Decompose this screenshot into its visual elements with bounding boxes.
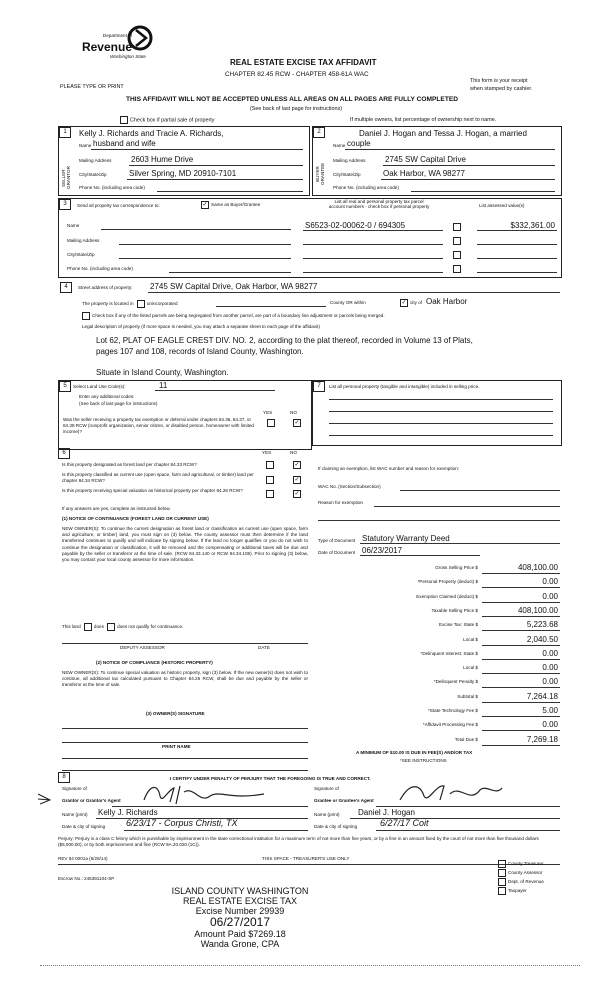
- land-does-checkbox[interactable]: [84, 623, 92, 631]
- grantee-print-name: Daniel J. Hogan: [358, 808, 415, 817]
- stamp-line-1: ISLAND COUNTY WASHINGTON: [171, 886, 309, 896]
- if-yes-note: If any answers are yes, complete as instructed below.: [62, 506, 171, 511]
- stamp-line-6: Wanda Grone, CPA: [200, 939, 280, 949]
- form-title: REAL ESTATE EXCISE TAX AFFIDAVIT: [230, 58, 377, 67]
- section-2-number: 2: [313, 127, 325, 138]
- tax-row-value: 408,100.00: [517, 563, 558, 572]
- copy-county-assessor: [496, 869, 542, 877]
- buyer-name-label: Name: [333, 143, 346, 148]
- tax-row-label: Subtotal $: [457, 694, 478, 699]
- city-of-label: city of: [410, 300, 422, 305]
- see-instructions: *SEE INSTRUCTIONS: [400, 758, 447, 763]
- tax-row-line: [482, 659, 560, 660]
- revenue-logo: [62, 18, 158, 66]
- escrow-number: Escrow No.: 245391104-SP: [58, 876, 115, 881]
- county-label: County OR within: [330, 300, 366, 305]
- tax-row-line: [482, 645, 560, 646]
- notice-1-text: NEW OWNER(S): To continue the current designation as forest land or classification as current use (open space, farm and agriculture, or timber) land, you must sign on (3) below. The county assessor must then determine if the land transferred continues to qualify and will indicate by signing below. If the land no longer qualifies or you do not wish to continue the designation or classification, it will be removed and the compensating or additional taxes will be due and payable by the seller or transferor at the time of sale. (RCW 84.33.140 or RCW 84.34.108). Prior to signing (3) below, you may contact your local county assessor for more information.: [62, 526, 308, 563]
- dept-revenue: Revenue: [81, 40, 132, 54]
- buyer-side-label: BUYER GRANTEE: [315, 162, 325, 186]
- sec6-q2-yes[interactable]: [266, 476, 274, 484]
- dept-revenue-checkbox[interactable]: [498, 878, 506, 886]
- tax-row-line: [482, 702, 560, 703]
- treasurer-use-label: THIS SPACE - TREASURER'S USE ONLY: [262, 856, 350, 861]
- grantor-date-city: 6/23/17 - Corpus Christi, TX: [126, 818, 238, 828]
- legal-line-1: Lot 62, PLAT OF EAGLE CREST DIV. NO. 2, according to the plat thereof, recorded in Volume 13 of Plats,: [96, 336, 473, 345]
- tax-row-line: [482, 630, 560, 631]
- notice-2-heading: (2) NOTICE OF COMPLIANCE (HISTORIC PROPERTY): [96, 660, 213, 665]
- copy-county-treasurer: [496, 860, 544, 868]
- buyer-mail: 2745 SW Capital Drive: [385, 155, 466, 164]
- city-of-name: Oak Harbor: [426, 297, 468, 306]
- tax-row-line: [482, 687, 560, 688]
- doc-date-label: Date of Document: [318, 550, 356, 555]
- taxpayer-label: Taxpayer: [508, 888, 527, 894]
- qualify-row: [62, 623, 183, 631]
- section-1-number: 1: [59, 127, 71, 138]
- seller-city-label: City/State/Zip: [79, 172, 107, 177]
- seller-mail-label: Mailing Address: [79, 158, 112, 163]
- tax-row-line: [482, 745, 560, 746]
- legal-line-2: pages 107 and 108, records of Island County, Washington.: [96, 347, 304, 356]
- buyer-phone-label: Phone No. (including area code): [333, 185, 399, 190]
- tax-row-label: *State Technology Fee $: [428, 708, 478, 713]
- county-assessor-checkbox[interactable]: [498, 869, 506, 877]
- partial-sale-row: [118, 116, 215, 124]
- reason-label: Reason for exemption: [318, 500, 363, 505]
- tax-row-line: [482, 587, 560, 588]
- see-back: (See back of last page for instructions): [250, 106, 342, 112]
- county-treasurer-checkbox[interactable]: [498, 860, 506, 868]
- buyer-city-label: City/State/Zip: [333, 172, 361, 177]
- tax-row-line: [482, 730, 560, 731]
- tax-row-value: 5.00: [542, 706, 558, 715]
- sec6-question-3: Is this property receiving special valuation as historical property per chapter 84.26 RCW?: [62, 488, 243, 493]
- notice-1-heading: (1) NOTICE OF CONTINUANCE (FOREST LAND OR CURRENT USE): [62, 516, 209, 521]
- receipt-note-1: This form is your receipt: [470, 78, 528, 84]
- unincorporated-checkbox[interactable]: [137, 300, 145, 308]
- land-use-code: 11: [159, 381, 168, 390]
- sec6-q3-yes[interactable]: [266, 490, 274, 498]
- section-4-number: 4: [60, 282, 72, 293]
- bottom-edge: [40, 965, 580, 966]
- seller-name-label: Name: [79, 143, 92, 148]
- section-7-number: 7: [313, 381, 325, 392]
- tax-row-label: *Delinquent Interest: State $: [420, 651, 478, 656]
- buyer-name-2: couple: [347, 139, 371, 148]
- form-revision: REV 84 0001a (6/26/14): [58, 856, 108, 861]
- claiming-label: If claiming an exemption, list WAC number and reason for exemption:: [318, 466, 460, 471]
- wac-label: WAC No. (Section/Subsection): [318, 484, 381, 489]
- seller-phone-label: Phone No. (including area code): [79, 185, 145, 190]
- grantor-signature: [140, 782, 270, 806]
- sec5-q1-no[interactable]: ✓: [294, 420, 300, 426]
- tax-row-label: Total Due $: [454, 737, 478, 742]
- section-6-number: 6: [58, 448, 70, 459]
- sec6-q1-yes[interactable]: [266, 461, 274, 469]
- stamp-line-2: REAL ESTATE EXCISE TAX: [182, 896, 298, 906]
- personal-property-checkbox-2[interactable]: [453, 237, 461, 245]
- grantor-print-name: Kelly J. Richards: [98, 808, 158, 817]
- personal-property-checkbox-3[interactable]: [453, 251, 461, 259]
- section-8-number: 8: [58, 772, 70, 783]
- tax-row-value: 0.00: [542, 577, 558, 586]
- tax-row-value: 0.00: [542, 592, 558, 601]
- deputy-date-label: DATE: [258, 645, 270, 650]
- land-use-section: [58, 380, 312, 450]
- parcel-header: [299, 199, 459, 209]
- grantor-agent-label: Grantor or Grantor's Agent: [62, 798, 121, 803]
- receipt-note-2: when stamped by cashier.: [470, 86, 533, 92]
- form-chapter: CHAPTER 82.45 RCW - CHAPTER 458-61A WAC: [225, 71, 369, 78]
- grantee-date-city: 6/27/17 Coit: [380, 818, 429, 828]
- warning: THIS AFFIDAVIT WILL NOT BE ACCEPTED UNLESS ALL AREAS ON ALL PAGES ARE FULLY COMPLETED: [126, 96, 459, 103]
- land-does-label: does: [93, 624, 104, 630]
- buyer-city: Oak Harbor, WA 98277: [383, 169, 465, 178]
- tax-row-value: 7,264.18: [526, 692, 558, 701]
- city-of-checkbox[interactable]: ✓: [401, 300, 407, 306]
- dept-revenue-label: Dept. of Revenue: [508, 879, 544, 885]
- land-use-label: Select Land Use Code(s):: [73, 384, 126, 389]
- tax-row-line: [482, 716, 560, 717]
- sec3-name-label: Name: [67, 223, 80, 228]
- same-as-buyer-checkbox[interactable]: ✓: [202, 202, 208, 208]
- tax-row-value: 2,040.50: [526, 635, 558, 644]
- parcel-header-1: List all real and personal property tax parcel: [334, 199, 424, 204]
- sec6-yes-header: YES: [262, 450, 272, 455]
- unincorporated-label: unincorporated: [146, 301, 178, 307]
- sec5-q1-yes[interactable]: [267, 419, 275, 427]
- print-name-label: PRINT NAME: [162, 744, 191, 749]
- land-does-not-label: does not qualify for continuance.: [117, 624, 184, 630]
- additional-see-back: (See back of last page for instructions): [79, 401, 158, 406]
- seller-mail: 2603 Hume Drive: [131, 155, 194, 164]
- tax-row-value: 0.00: [542, 677, 558, 686]
- doc-type: Statutory Warranty Deed: [362, 534, 450, 543]
- segregated-label: Check box if any of the listed parcels are being segregated from another parcel, are part of a boundary line adjustment or parcels being merged.: [92, 313, 385, 319]
- county-assessor-label: County Assessor: [508, 870, 543, 876]
- land-does-not-checkbox[interactable]: [107, 623, 115, 631]
- located-label: The property is located in: [82, 301, 134, 307]
- owner-signature-label: (3) OWNER(S) SIGNATURE: [146, 711, 205, 716]
- sec5-no-header: NO: [290, 410, 297, 415]
- tax-row-value: 7,269.18: [526, 735, 558, 744]
- tax-row-label: Local $: [463, 637, 478, 642]
- tax-row-label: Local $: [463, 665, 478, 670]
- section-3-number: 3: [59, 199, 71, 210]
- same-as-buyer-row: [199, 201, 260, 209]
- copy-dept-revenue: [496, 878, 544, 886]
- tax-row-value: 5,223.68: [526, 620, 558, 629]
- street-label: Street address of property:: [78, 285, 133, 290]
- sec3-city-label: City/State/Zip: [67, 252, 95, 257]
- legal-line-3: Situate in Island County, Washington.: [96, 368, 229, 377]
- property-street: 2745 SW Capital Drive, Oak Harbor, WA 98277: [150, 282, 318, 291]
- minimum-due-note: A MINIMUM OF $10.00 IS DUE IN FEE(S) AND/OR TAX: [356, 750, 473, 755]
- located-row: [82, 300, 178, 308]
- tax-row-line: [482, 616, 560, 617]
- buyer-name: Daniel J. Hogan and Tessa J. Hogan, a married: [359, 129, 527, 138]
- taxpayer-checkbox[interactable]: [498, 887, 506, 895]
- copy-taxpayer: [496, 887, 527, 895]
- multiple-owners: If multiple owners, list percentage of ownership next to name.: [350, 117, 497, 123]
- tax-row-value: 0.00: [542, 720, 558, 729]
- tax-row-label: *Affidavit Processing Fee $: [422, 722, 478, 727]
- doc-date: 06/23/2017: [362, 546, 403, 555]
- partial-sale-label: Check box if partial sale of property: [130, 117, 215, 124]
- seller-name-2: husband and wife: [93, 139, 156, 148]
- parcel-header-2: account numbers - check box if personal property: [328, 204, 430, 209]
- legal-label: Legal description of property (if more space is needed, you may attach a separate sheet to each page of the affidavit): [82, 324, 320, 329]
- grantor-date-label: Date & city of signing: [62, 824, 106, 829]
- certify-statement: I CERTIFY UNDER PENALTY OF PERJURY THAT THE FOREGOING IS TRUE AND CORRECT.: [170, 776, 371, 781]
- assessed-value: $332,361.00: [510, 221, 555, 230]
- grantee-name-label: Name (print): [314, 812, 340, 817]
- correspondence-section: [58, 198, 562, 278]
- stamp-line-5: Amount Paid $7269.18: [194, 929, 286, 939]
- personal-property-checkbox-4[interactable]: [453, 265, 461, 273]
- dept-of: Department of: [102, 33, 132, 38]
- tax-row-line: [482, 573, 560, 574]
- sec6-question-2: Is this property classified as current use (open space, farm and agricultural, or timber) land per chapter 84.34 RCW?: [62, 472, 254, 483]
- sec3-phone-label: Phone No. (including area code): [67, 266, 133, 271]
- assessed-header: List assessed value(s): [479, 203, 525, 208]
- stamp-line-4: 06/27/2017: [209, 915, 271, 929]
- stamp-line-3: Excise Number 29939: [195, 906, 285, 916]
- personal-property-section: [312, 380, 562, 446]
- grantee-agent-label: Grantee or Grantee's Agent: [314, 798, 374, 803]
- tax-row-label: *Personal Property (deduct) $: [417, 579, 478, 584]
- sec3-mail-label: Mailing Address: [67, 238, 100, 243]
- tax-row-label: Exemption Claimed (deduct) $: [416, 594, 478, 599]
- tax-row-line: [482, 673, 560, 674]
- seller-name: Kelly J. Richards and Tracie A. Richards,: [79, 129, 224, 138]
- buyer-mail-label: Mailing Address: [333, 158, 366, 163]
- additional-codes-label: Enter any additional codes:: [79, 394, 135, 399]
- seller-city: Silver Spring, MD 20910-7101: [129, 169, 237, 178]
- sec6-q1-no[interactable]: ✓: [294, 462, 300, 468]
- grantor-name-label: Name (print): [62, 812, 88, 817]
- seller-side-label: SELLER GRANTOR: [61, 166, 71, 190]
- segregated-checkbox[interactable]: [82, 312, 90, 320]
- partial-sale-checkbox[interactable]: [120, 116, 128, 124]
- tax-row-value: 0.00: [542, 663, 558, 672]
- segregated-row: [80, 312, 385, 320]
- deputy-assessor-label: DEPUTY ASSESSOR: [120, 645, 165, 650]
- treasurer-stamp: [150, 886, 330, 949]
- section-5-number: 5: [59, 381, 71, 392]
- doc-type-label: Type of Document: [318, 538, 356, 543]
- seller-section: [58, 126, 310, 196]
- tax-row-label: *Delinquent Penalty $: [433, 679, 478, 684]
- notice-2-text: NEW OWNER(S): To continue special valuation as historic property, sign (3) below. If the new owner(s) does not wish to continue, all additional tax calculated pursuant to Chapter 84.26 RCW, shall be due and payable by the seller or transferor at the time of sale.: [62, 670, 308, 688]
- grantee-sig-of: Signature of: [314, 786, 339, 791]
- dept-state: Washington State: [109, 54, 146, 59]
- sec6-question-1: Is this property designated as forest land per chapter 84.33 RCW?: [62, 462, 197, 467]
- grantor-arrow: [36, 792, 56, 806]
- perjury-notice: Perjury: Perjury is a class C felony which is punishable by imprisonment in the state correctional institution for a maximum term of not more than five years, or by a fine in an amount fixed by the court of not more than five thousand dollars ($5,000.00), or by both imprisonment and fine (RCW 9A.20.020 (1C)).: [58, 836, 539, 847]
- tax-row-label: Gross Selling Price $: [435, 565, 478, 570]
- personal-property-label: List all personal property (tangible and intangible) included in selling price.: [329, 384, 480, 389]
- tax-row-label: Taxable Selling Price $: [431, 608, 478, 613]
- grantee-date-label: Date & city of signing: [314, 824, 358, 829]
- parcel-number: S6523-02-00062-0 / 694305: [305, 221, 406, 230]
- grantor-sig-of: Signature of: [62, 786, 87, 791]
- tax-row-line: [482, 602, 560, 603]
- this-land-label: This land: [62, 624, 81, 630]
- sec6-no-header: NO: [290, 450, 297, 455]
- personal-property-checkbox-1[interactable]: [453, 223, 461, 231]
- sec5-question-1: Was the seller receiving a property tax exemption or deferral under chapters 84.36, 84.37, or 84.38 RCW (nonprofit organization, senior citizen, or disabled person, homeowner with limited income)?: [63, 417, 254, 434]
- buyer-section: [312, 126, 562, 196]
- sec6-q2-no[interactable]: ✓: [294, 477, 300, 483]
- same-as-buyer-label: Same as Buyer/Grantee: [211, 202, 261, 208]
- county-treasurer-label: County Treasurer: [508, 861, 544, 867]
- tax-row-label: Excise Tax: State $: [439, 622, 478, 627]
- tax-row-value: 0.00: [542, 649, 558, 658]
- sec5-yes-header: YES: [263, 410, 273, 415]
- tax-row-value: 408,100.00: [517, 606, 558, 615]
- send-correspondence-label: Send all property tax correspondence to:: [77, 203, 160, 208]
- sec6-q3-no[interactable]: ✓: [294, 491, 300, 497]
- please-type: PLEASE TYPE OR PRINT: [60, 84, 124, 90]
- grantee-signature: [396, 780, 506, 804]
